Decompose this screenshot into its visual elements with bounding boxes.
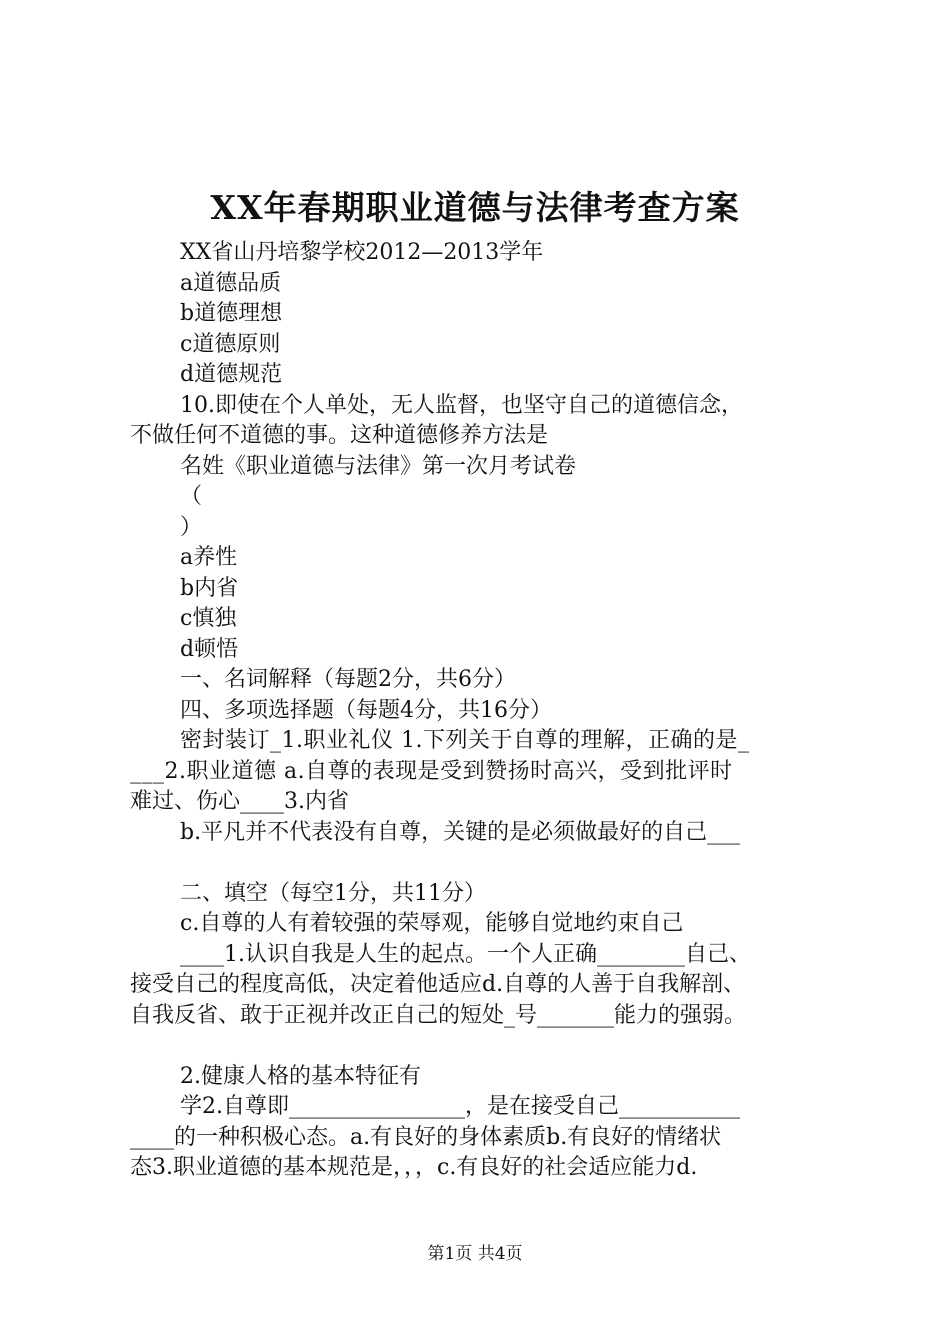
text-line: a道德品质 [180,270,282,296]
blank-line [130,1031,842,1062]
text-line: b.平凡并不代表没有自尊，关键的是必须做最好的自己___ [180,819,741,845]
text-line: b内省 [180,575,239,601]
text-line: 学2.自尊即________________，是在接受自己___________ [180,1094,740,1119]
text-line: ____1.认识自我是人生的起点。一个人正确________自己、 [180,941,751,967]
text-line: d道德规范 [180,362,283,387]
text-line: （ [180,484,203,509]
text-line: 不做任何不道德的事。这种道德修养方法是 [130,423,549,448]
text-line: 名姓《职业道德与法律》第一次月考试卷 [180,453,577,479]
page-footer: 第1页 共4页 [427,1244,523,1264]
text-line: c.自尊的人有着较强的荣辱观，能够自觉地约束自己 [180,911,684,936]
text-line: 二、填空（每空1分，共11分） [180,880,486,906]
text-line: ___2.职业道德 a.自尊的表现是受到赞扬时高兴，受到批评时 [130,758,733,784]
text-line: a养性 [180,545,238,570]
text-line: 自我反省、敢于正视并改正自己的短处_号_______能力的强弱。 [130,1002,747,1028]
text-line: ____的一种积极心态。a.有良好的身体素质b.有良好的情绪状 [130,1124,722,1150]
text-line: c慎独 [180,606,237,631]
text-line: XX省山丹培黎学校2012—2013学年 [180,240,544,265]
blank-line [130,848,842,879]
text-line: 2.健康人格的基本特征有 [180,1063,421,1089]
document-body [130,238,842,1184]
text-line: 一、名词解释（每题2分，共6分） [180,667,516,692]
text-line: 接受自己的程度高低，决定着他适应d.自尊的人善于自我解剖、 [130,972,746,997]
text-line: b道德理想 [180,301,283,326]
text-line: 难过、伤心____3.内省 [130,789,349,814]
document-title: XX年春期职业道德与法律考查方案 [210,188,740,227]
text-line: 密封装订_1.职业礼仪 1.下列关于自尊的理解，正确的是_ [180,728,750,753]
text-line: c道德原则 [180,331,281,357]
text-line: 10.即使在个人单处，无人监督，也坚守自己的道德信念， [180,392,743,418]
text-line: ） [180,514,203,540]
text-line: 四、多项选择题（每题4分，共16分） [180,697,552,723]
text-line: 态3.职业道德的基本规范是，，，c.有良好的社会适应能力d. [130,1155,698,1180]
text-line: d顿悟 [180,636,239,662]
